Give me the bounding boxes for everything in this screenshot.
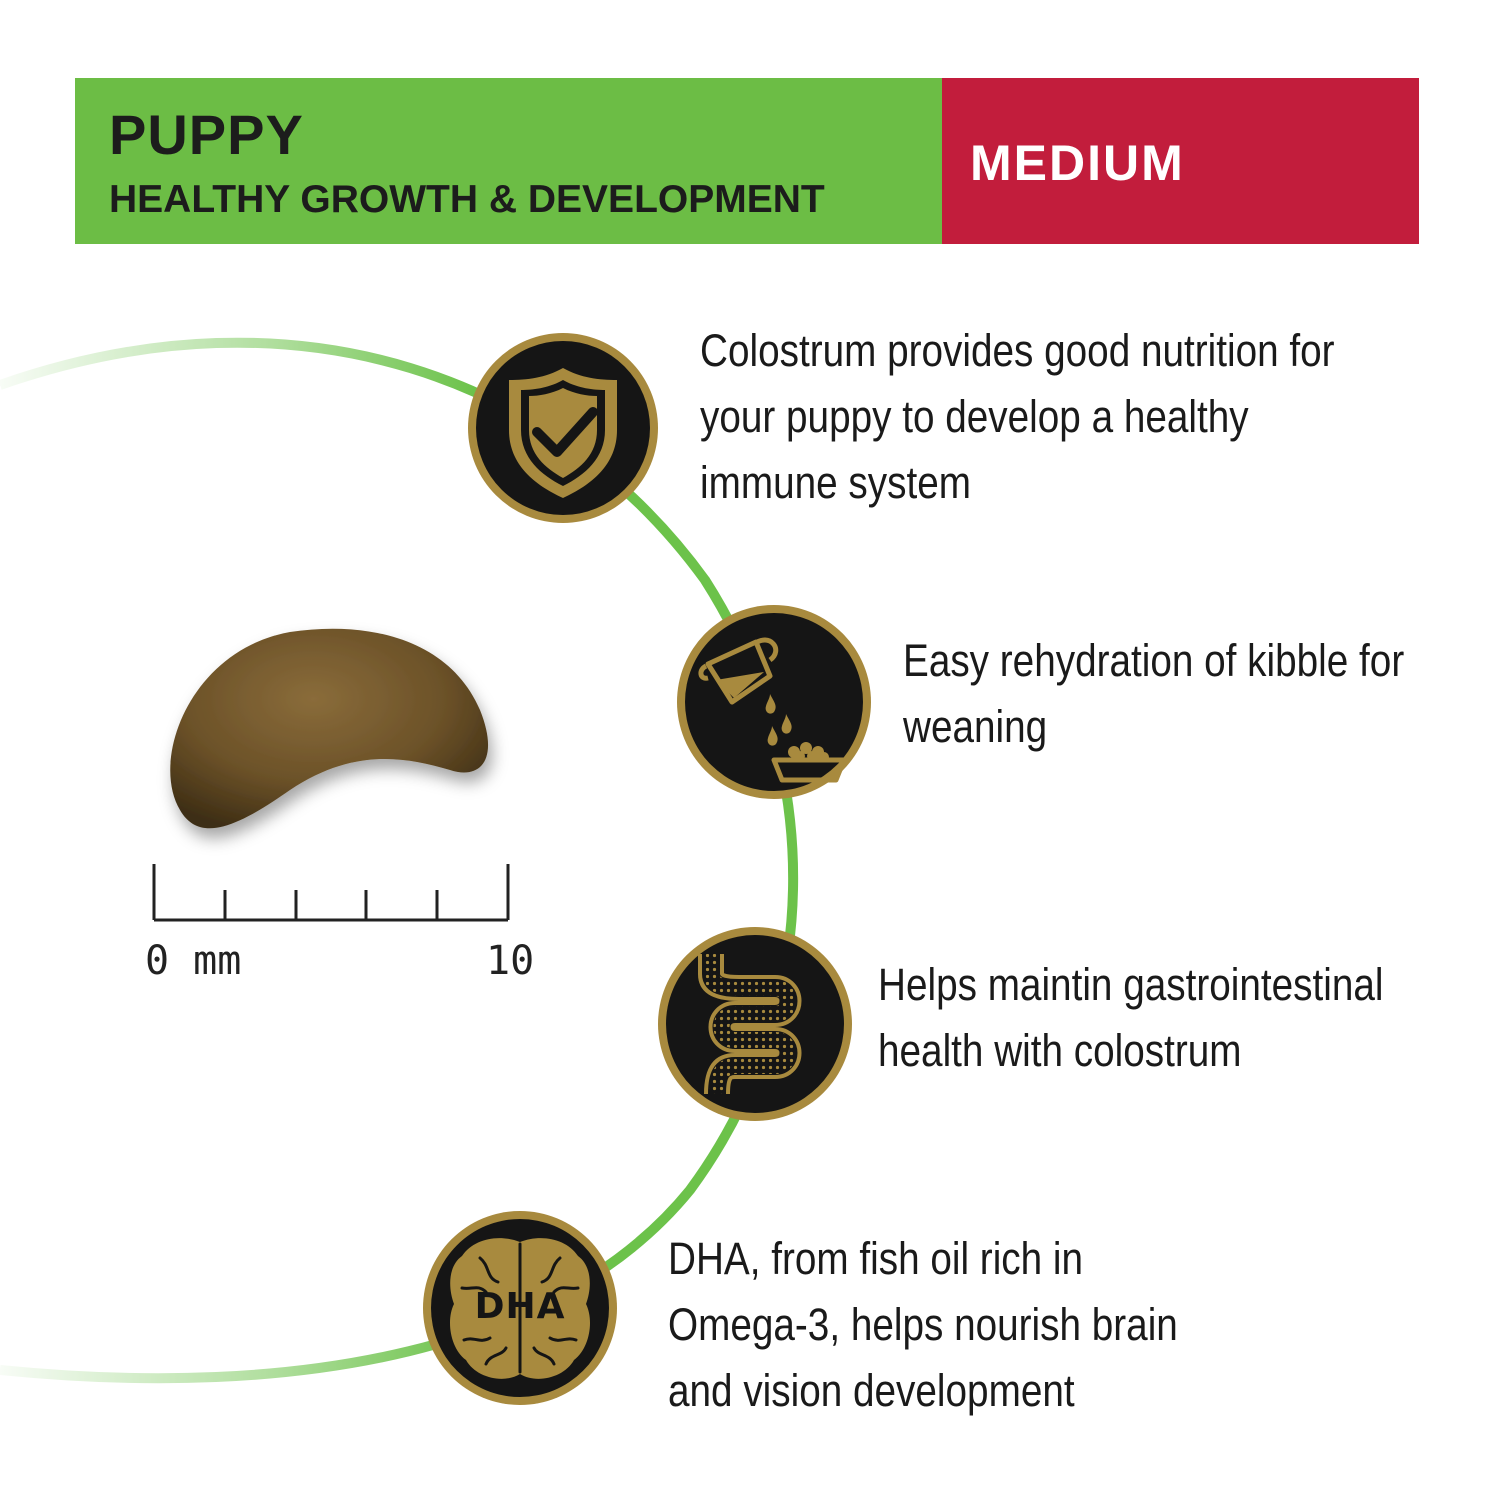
- feature-1-line-1: Colostrum provides good nutrition for: [700, 325, 1335, 376]
- feature-text-3: [878, 952, 1384, 1084]
- feature-text-2: [903, 628, 1404, 760]
- life-stage-title: PUPPY: [109, 103, 304, 166]
- brain-dha-icon: [420, 1208, 620, 1408]
- feature-3-line-1: Helps maintin gastrointestinal: [878, 959, 1384, 1010]
- feature-4-line-1: DHA, from fish oil rich in: [668, 1233, 1084, 1284]
- intestine-icon: [655, 924, 855, 1124]
- kibble-image: [150, 620, 510, 860]
- feature-2-line-1: Easy rehydration of kibble for: [903, 635, 1405, 686]
- size-label: MEDIUM: [970, 135, 1185, 191]
- feature-4-line-2: Omega-3, helps nourish brain: [668, 1299, 1178, 1350]
- scale-end-label: 10: [486, 938, 535, 984]
- feature-2-line-2: weaning: [903, 701, 1048, 752]
- feature-3-line-2: health with colostrum: [878, 1025, 1242, 1076]
- feature-text-4: [668, 1226, 1178, 1424]
- shield-check-icon: [465, 330, 661, 526]
- size-scale-ruler: [140, 860, 520, 930]
- feature-1-line-3: immune system: [700, 457, 971, 508]
- tagline: HEALTHY GROWTH & DEVELOPMENT: [109, 178, 825, 221]
- feature-1-line-2: your puppy to develop a healthy: [700, 391, 1249, 442]
- feature-text-1: [700, 318, 1335, 516]
- pitcher-bowl-icon: [674, 602, 874, 802]
- scale-start-label: 0 mm: [145, 938, 242, 984]
- feature-4-line-3: and vision development: [668, 1365, 1075, 1416]
- dha-badge-text: DHA: [474, 1286, 566, 1327]
